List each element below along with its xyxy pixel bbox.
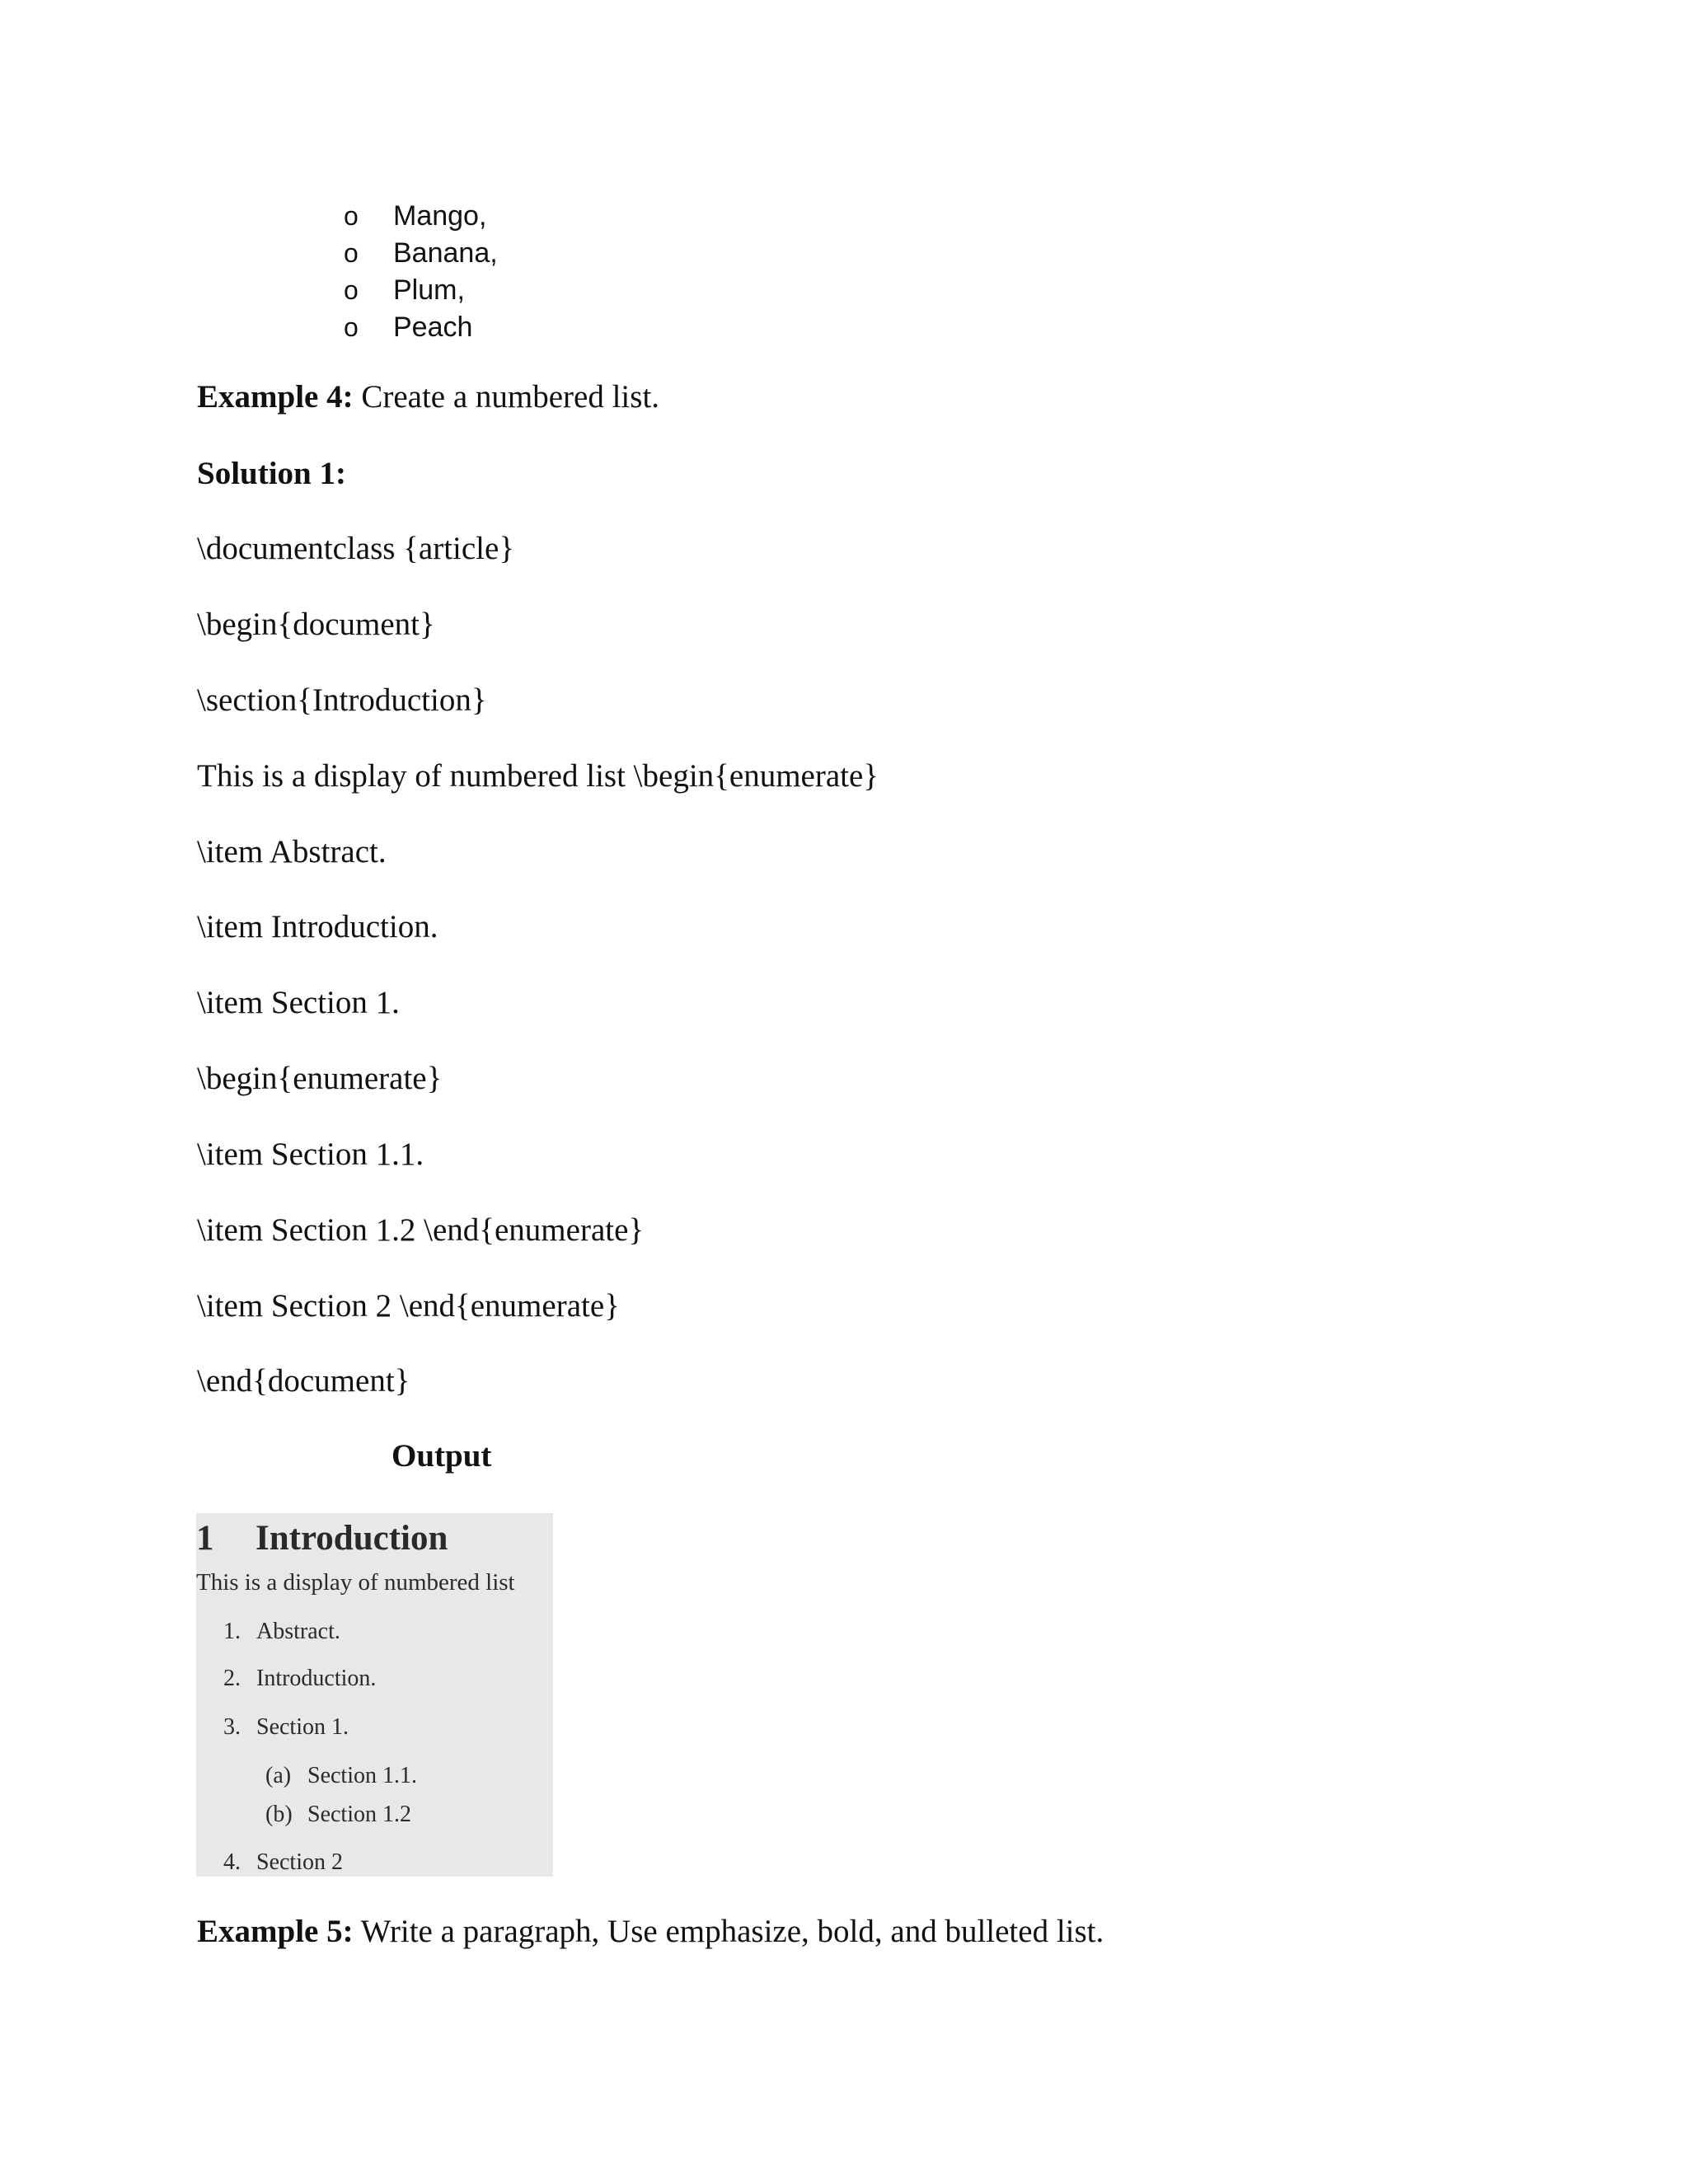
- latex-item-marker: (a): [265, 1763, 292, 1788]
- code-line: \item Section 2 \end{enumerate}: [197, 1288, 620, 1324]
- fruit-text: Mango,: [393, 200, 487, 232]
- code-line: \documentclass {article}: [197, 531, 515, 566]
- code-line: \item Introduction.: [197, 909, 438, 944]
- latex-item-marker: 1.: [223, 1619, 241, 1644]
- code-line: \begin{enumerate}: [197, 1061, 443, 1096]
- code-line: \item Section 1.1.: [197, 1137, 424, 1172]
- latex-item-text: Section 1.: [256, 1714, 349, 1740]
- latex-item-text: Section 2: [256, 1849, 343, 1875]
- circle-bullet-icon: o: [344, 201, 359, 231]
- code-line: \item Section 1.: [197, 985, 400, 1020]
- fruit-text: Plum,: [393, 274, 465, 306]
- latex-item-text: Introduction.: [256, 1666, 377, 1691]
- code-line: \end{document}: [197, 1363, 410, 1399]
- example-5-heading: [197, 1912, 1104, 1952]
- latex-section-number: 1: [196, 1519, 214, 1558]
- circle-bullet-icon: o: [344, 238, 359, 268]
- latex-list-item: [223, 1666, 376, 1692]
- solution-heading: Solution 1:: [197, 456, 346, 491]
- latex-item-text: Section 1.1.: [307, 1763, 417, 1788]
- latex-list-item: [223, 1849, 343, 1876]
- latex-list-item: [223, 1714, 349, 1741]
- fruit-text: Peach: [393, 312, 473, 343]
- latex-paragraph: This is a display of numbered list: [196, 1569, 515, 1596]
- example-text: Write a paragraph, Use emphasize, bold, and bulleted list.: [360, 1914, 1104, 1949]
- code-line: \begin{document}: [197, 607, 435, 642]
- latex-section-title: [196, 1518, 448, 1558]
- latex-sublist-item: [265, 1763, 417, 1789]
- code-line: \item Abstract.: [197, 834, 387, 869]
- example-text: Create a numbered list.: [361, 379, 660, 415]
- latex-item-text: Section 1.2: [307, 1802, 411, 1827]
- example-label: Example 5:: [197, 1914, 354, 1949]
- circle-bullet-icon: o: [344, 312, 359, 342]
- output-heading: Output: [392, 1438, 492, 1474]
- fruit-text: Banana,: [393, 237, 498, 269]
- code-line: \item Section 1.2 \end{enumerate}: [197, 1212, 645, 1248]
- latex-section-text: Introduction: [256, 1519, 448, 1558]
- latex-item-marker: (b): [265, 1802, 293, 1827]
- latex-item-marker: 3.: [223, 1714, 241, 1740]
- latex-output-image: [196, 1513, 553, 1877]
- circle-bullet-icon: o: [344, 275, 359, 305]
- latex-item-text: Abstract.: [256, 1619, 340, 1644]
- latex-list-item: [223, 1619, 340, 1645]
- code-line: This is a display of numbered list \begin{enumerate}: [197, 758, 879, 794]
- latex-sublist-item: [265, 1802, 411, 1828]
- code-line: \section{Introduction}: [197, 682, 487, 718]
- example-label: Example 4:: [197, 379, 354, 415]
- latex-item-marker: 2.: [223, 1666, 241, 1691]
- example-4-heading: [197, 377, 659, 417]
- latex-item-marker: 4.: [223, 1849, 241, 1875]
